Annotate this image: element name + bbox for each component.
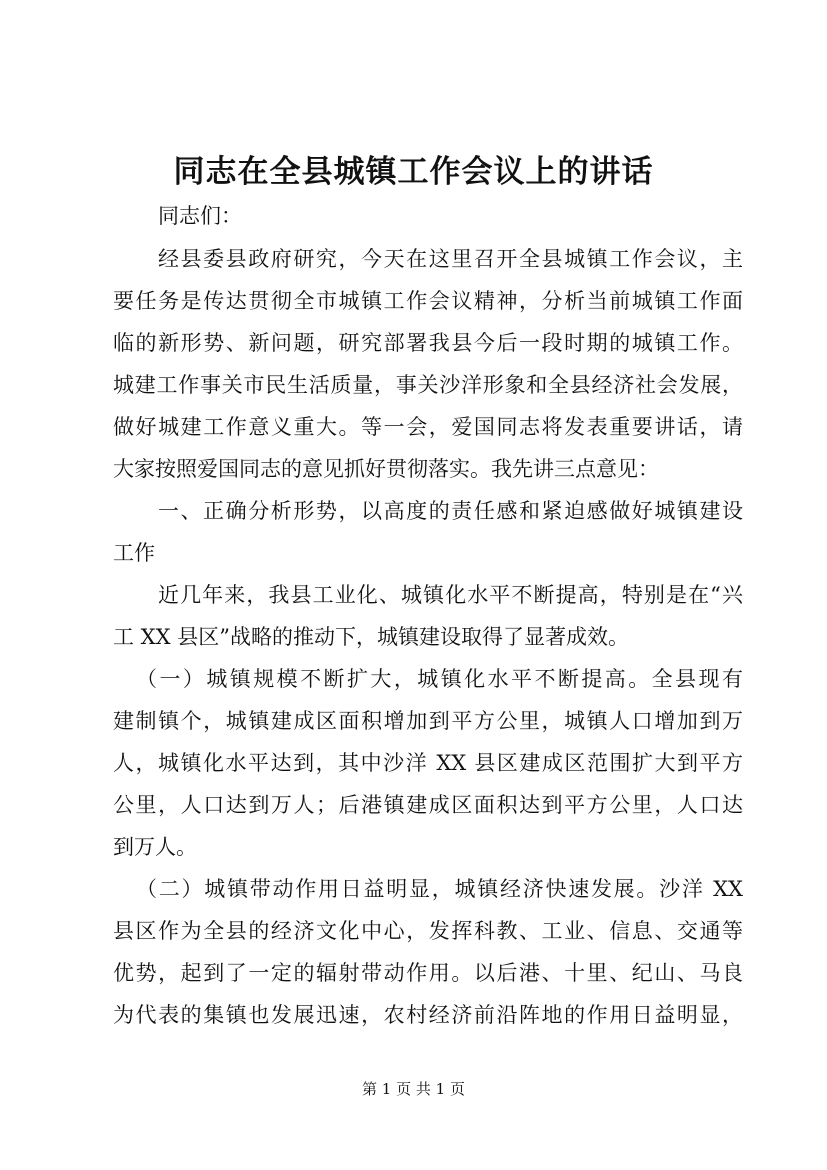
section-heading-line-2: 工作 [113, 541, 155, 565]
text-line-1: 经县委县政府研究，今天在这里召开全县城镇工作会议，主 [158, 247, 743, 271]
section-heading-line-1: 一、正确分析形势，以高度的责任感和紧迫感做好城镇建设 [158, 499, 743, 523]
text-line-11: 公里，人口达到万人；后港镇建成区面积达到平方公里，人口达 [113, 793, 743, 817]
document-title: 同志在全县城镇工作会议上的讲话 [173, 154, 654, 190]
text-line-8: 工 XX 县区”战略的推动下，城镇建设取得了显著成效。 [113, 625, 629, 649]
text-line-5: 做好城建工作意义重大。等一会，爱国同志将发表重要讲话，请 [113, 415, 743, 439]
subsection-line-2: （二）城镇带动作用日益明显，城镇经济快速发展。沙洋 XX [136, 877, 743, 901]
text-line-4: 城建工作事关市民生活质量，事关沙洋形象和全县经济社会发展， [113, 373, 743, 397]
page-footer: 第 1 页 共 1 页 [362, 1080, 465, 1098]
text-line-10: 人，城镇化水平达到，其中沙洋 XX 县区建成区范围扩大到平方 [113, 751, 743, 775]
text-line-7: 近几年来，我县工业化、城镇化水平不断提高，特别是在“兴 [158, 583, 743, 607]
text-line-6: 大家按照爱国同志的意见抓好贯彻落实。我先讲三点意见： [113, 457, 659, 481]
text-line-2: 要任务是传达贯彻全市城镇工作会议精神，分析当前城镇工作面 [113, 289, 743, 313]
text-line-3: 临的新形势、新问题，研究部署我县今后一段时期的城镇工作。 [113, 331, 743, 355]
salutation: 同志们： [158, 204, 242, 228]
text-line-9: 建制镇个，城镇建成区面积增加到平方公里，城镇人口增加到万 [113, 709, 743, 733]
text-line-15: 为代表的集镇也发展迅速，农村经济前沿阵地的作用日益明显， [113, 1003, 743, 1027]
text-line-13: 县区作为全县的经济文化中心，发挥科教、工业、信息、交通等 [113, 919, 743, 943]
text-line-12: 到万人。 [113, 835, 197, 859]
text-line-14: 优势，起到了一定的辐射带动作用。以后港、十里、纪山、马良 [113, 961, 743, 985]
subsection-line-1: （一）城镇规模不断扩大，城镇化水平不断提高。全县现有 [136, 667, 743, 691]
